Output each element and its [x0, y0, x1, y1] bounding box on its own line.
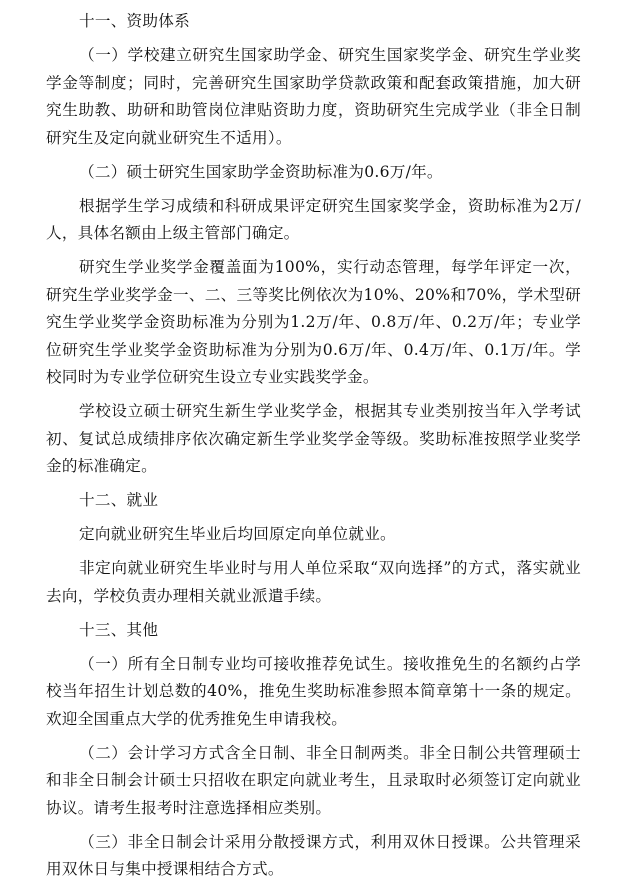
paragraph-targeted-employment: 定向就业研究生毕业后均回原定向单位就业。	[79, 525, 396, 543]
paragraph-funding-system: （一）学校建立研究生国家助学金、研究生国家奖学金、研究生学业奖学金等制度；同时，完善研究生国家助学贷款政策和配套政策措施，加大研究生助教、助研和助管岗位津贴资助力度，资助研究生完成学业（非全日制研究生及定向就业研究生不适用）。	[46, 46, 581, 147]
paragraph-parttime-teaching: （三）非全日制会计采用分散授课方式，利用双休日授课。公共管理采用双休日与集中授课相结合方式。	[46, 832, 581, 878]
section-heading-other: 十三、其他	[79, 620, 159, 639]
paragraph-freshman-scholarship: 学校设立硕士研究生新生学业奖学金，根据其专业类别按当年入学考试初、复试总成绩排序依次确定新生学业奖学金等级。奖助标准按照学业奖学金的标准确定。	[46, 402, 581, 475]
paragraph-nontargeted-employment: 非定向就业研究生毕业时与用人单位采取“双向选择”的方式，落实就业去向，学校负责办理相关就业派遣手续。	[46, 559, 581, 605]
paragraph-national-scholarship: 根据学生学习成绩和科研成果评定研究生国家奖学金，资助标准为2万/人，具体名额由上级主管部门确定。	[46, 196, 581, 242]
paragraph-exempt-students: （一）所有全日制专业均可接收推荐免试生。接收推免生的名额约占学校当年招生计划总数的40%，推免生奖助标准参照本简章第十一条的规定。欢迎全国重点大学的优秀推免生申请我校。	[46, 654, 581, 728]
paragraph-academic-scholarship: 研究生学业奖学金覆盖面为100%，实行动态管理，每学年评定一次，研究生学业奖学金一、二、三等奖比例依次为10%、20%和70%，学术型研究生学业奖学金资助标准为分别为1.2万/年、0.8万/年、0.2万/年；专业学位研究生学业奖学金资助标准为分别为0.6万/年、0.4万/年、0.1万/年。学校同时为专业学位研究生设立专业实践奖学金。	[46, 258, 581, 386]
section-heading-employment: 十二、就业	[79, 491, 159, 509]
paragraph-national-grant: （二）硕士研究生国家助学金资助标准为0.6万/年。	[79, 162, 443, 181]
paragraph-accounting-modes: （二）会计学习方式含全日制、非全日制两类。非全日制公共管理硕士和非全日制会计硕士只招收在职定向就业考生，且录取时必须签订定向就业协议。请考生报考时注意选择相应类别。	[46, 743, 581, 817]
section-heading-funding: 十一、资助体系	[79, 12, 190, 30]
